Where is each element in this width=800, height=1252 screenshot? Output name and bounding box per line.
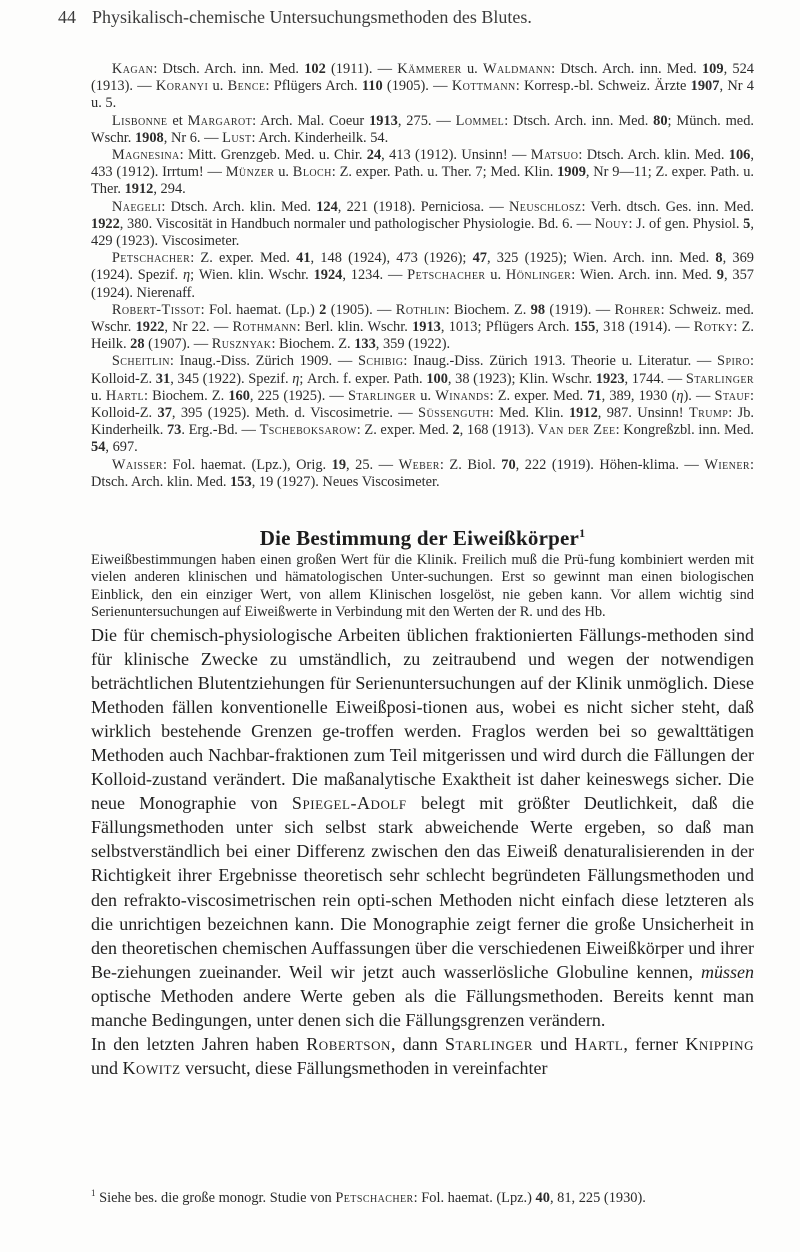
- text-run: , 433 (1912). Irrtum! —: [91, 147, 754, 181]
- text-run: u.: [274, 164, 293, 181]
- text-run: , ferner: [623, 1033, 686, 1054]
- volume-number: 54: [91, 439, 106, 456]
- author-name: Starlinger: [685, 370, 755, 387]
- volume-number: 1924: [313, 267, 343, 284]
- author-name: Petschacher: [407, 267, 486, 284]
- text-run: : Inaug.-Diss. Zürich 1913. Theorie u. Literatur. —: [403, 353, 718, 370]
- text-run: , Nr 22. —: [164, 319, 233, 336]
- text-run: , 25. —: [346, 456, 399, 473]
- author-name: Kagan: [111, 61, 154, 77]
- volume-number: 24: [366, 147, 382, 164]
- text-run: , 357 (1924). Nierenaff.: [91, 267, 754, 301]
- author-name: Lisbonne: [111, 112, 168, 129]
- text-run: , 318 (1914). —: [595, 319, 694, 336]
- volume-number: 37: [157, 405, 172, 422]
- text-run: , 389, 1930 (: [601, 387, 677, 404]
- text-run: versucht, diese Fällungsmethoden in vereinfachter: [180, 1057, 548, 1078]
- volume-number: 73: [166, 422, 182, 439]
- author-name: Starlinger: [444, 1033, 533, 1054]
- text-run: ). —: [683, 387, 715, 404]
- volume-number: 124: [316, 198, 338, 215]
- author-name: Petschacher: [111, 250, 191, 267]
- author-name: Magnesina: [111, 147, 180, 164]
- text-run: , 1013; Pflügers Arch.: [440, 319, 574, 336]
- reference-entry: [91, 457, 754, 491]
- text-run: : Z. exper. Path. u. Ther. 7; Med. Klin.: [331, 164, 558, 181]
- volume-number: 40: [535, 1189, 550, 1206]
- text-run: u.: [91, 387, 106, 404]
- text-run: : Dtsch. Arch. klin. Med.: [91, 456, 754, 490]
- volume-number: 100: [426, 370, 448, 387]
- author-name: Lust: [222, 129, 252, 146]
- text-run: : Pflügers Arch.: [265, 78, 362, 95]
- author-name: Lommel: [455, 112, 505, 129]
- volume-number: 153: [230, 473, 252, 490]
- volume-number: 1912: [124, 181, 154, 198]
- italic-text: η: [292, 370, 300, 387]
- body-paragraph: [91, 623, 754, 1032]
- text-run: : Dtsch. Arch. inn. Med.: [504, 112, 654, 129]
- text-run: , Nr 9—11; Z. exper. Path. u. Ther.: [91, 164, 755, 198]
- text-run: optische Methoden andere Werte geben als die Fällungsmethoden. Bereits kennt man manche Bedingungen, unter denen sich die Fällungsgrenzen verändern.: [91, 985, 754, 1030]
- text-run: : Biochem. Z.: [143, 387, 229, 404]
- author-name: Trump: [688, 405, 729, 422]
- volume-number: 106: [728, 147, 751, 164]
- text-run: : Fol. haemat. (Lp.): [200, 301, 320, 318]
- volume-number: 109: [701, 61, 724, 77]
- text-run: , 697.: [105, 439, 138, 456]
- volume-number: 9: [716, 267, 724, 284]
- text-run: , 524 (1913). —: [91, 61, 754, 95]
- author-name: Spiegel-Adolf: [291, 793, 407, 814]
- text-run: : J. of gen. Physiol.: [628, 215, 744, 232]
- author-name: Van der Zee: [537, 422, 616, 439]
- text-run: (1905). —: [382, 78, 452, 95]
- text-run: , 148 (1924), 473 (1926);: [310, 250, 473, 267]
- text-run: , 1234. —: [342, 267, 408, 284]
- text-run: (1919). —: [545, 301, 615, 318]
- running-header: [58, 6, 758, 28]
- text-run: : Z. exper. Med.: [489, 387, 588, 404]
- author-name: Rothlin: [395, 301, 446, 318]
- footnote-text: [96, 1190, 646, 1206]
- author-name: Neuschlosz: [508, 198, 582, 215]
- author-name: Koranyi: [155, 78, 209, 95]
- author-name: Kämmerer: [397, 61, 462, 77]
- volume-number: 80: [653, 112, 668, 129]
- text-run: , 221 (1918). Perniciosa. —: [337, 198, 509, 215]
- reference-entry: [91, 147, 754, 199]
- author-name: Petschacher: [335, 1189, 414, 1206]
- text-run: , 1744. —: [624, 370, 686, 387]
- author-name: Tscheboksarow: [259, 422, 357, 439]
- author-name: Hönlinger: [505, 267, 572, 284]
- volume-number: 160: [228, 387, 250, 404]
- text-run: ; Wien. klin. Wschr.: [190, 267, 314, 284]
- volume-number: 70: [501, 456, 516, 473]
- text-run: : Berl. klin. Wschr.: [296, 319, 413, 336]
- text-run: , 222 (1919). Höhen-klima. —: [515, 456, 705, 473]
- text-run: In den letzten Jahren haben: [91, 1033, 307, 1054]
- volume-number: 28: [130, 336, 145, 353]
- intro-text: Eiweißbestimmungen haben einen großen Wert für die Klinik. Freilich muß die Prü-fung kombiniert werden mit vielen anderen klinischen und hämatologischen Unter-suchungen. Erst so gewinnt man einen biologischen Einblick, den ein einziger Wert, von allem Klinischen losgelöst, nie geben kann. Vor allem wichtig sind Serienuntersuchungen auf Eiweißwerte in Verbindung mit den Werten der R. und des Hb.: [91, 552, 754, 620]
- bibliography: [91, 61, 754, 491]
- volume-number: 133: [354, 336, 376, 353]
- author-name: Rothmann: [232, 319, 297, 336]
- author-name: Rohrer: [614, 301, 661, 318]
- volume-number: 1912: [568, 405, 598, 422]
- text-run: , 275. —: [397, 112, 456, 129]
- text-run: , 225 (1925). —: [249, 387, 348, 404]
- author-name: Rusznyak: [211, 336, 272, 353]
- volume-number: 1907: [690, 78, 720, 95]
- text-run: , 345 (1922). Spezif.: [170, 370, 293, 387]
- author-name: Süssenguth: [418, 405, 490, 422]
- text-run: : Schweiz. med. Wschr.: [91, 301, 754, 336]
- text-run: : Fol. haemat. (Lpz.): [413, 1189, 536, 1206]
- text-run: , 81, 225 (1930).: [549, 1189, 646, 1206]
- text-run: (1907). —: [144, 336, 212, 353]
- author-name: Starlinger: [347, 387, 417, 404]
- text-run: , 395 (1925). Meth. d. Viscosimetrie. —: [171, 405, 419, 422]
- author-name: Hartl: [105, 387, 144, 404]
- text-run: , 413 (1912). Unsinn! —: [381, 147, 531, 164]
- text-run: : Inaug.-Diss. Zürich 1909. —: [169, 353, 358, 370]
- text-run: : Biochem. Z.: [445, 301, 531, 318]
- text-run: und: [533, 1033, 575, 1054]
- text-run: , 359 (1922).: [375, 336, 451, 353]
- reference-entry: [91, 113, 754, 147]
- text-run: : Kolloid-Z.: [91, 353, 754, 387]
- section-title-text: Die Bestimmung der Eiweißkörper: [259, 526, 580, 550]
- author-name: Rotky: [693, 319, 734, 336]
- text-run: : Mitt. Grenzgeb. Med. u. Chir.: [179, 147, 367, 164]
- volume-number: 1923: [595, 370, 625, 387]
- author-name: Hartl: [574, 1033, 624, 1054]
- volume-number: 19: [331, 456, 347, 473]
- text-run: ; Münch. med. Wschr.: [91, 112, 754, 146]
- author-name: Robertson: [306, 1033, 391, 1054]
- text-run: (1905). —: [326, 301, 396, 318]
- author-name: Scheitlin: [111, 353, 170, 370]
- footnote-marker: 1: [579, 526, 586, 540]
- volume-number: 110: [361, 78, 383, 95]
- text-run: , Nr 4 u. 5.: [91, 78, 754, 112]
- volume-number: 1909: [557, 164, 586, 181]
- text-run: Siehe bes. die große monogr. Studie von: [95, 1189, 336, 1206]
- volume-number: 2: [319, 301, 327, 318]
- author-name: Robert-Tissot: [111, 301, 201, 318]
- author-name: Weber: [398, 456, 440, 473]
- text-run: : Jb. Kinderheilk.: [91, 405, 754, 439]
- author-name: Waisser: [111, 456, 163, 473]
- reference-entry: [91, 61, 754, 113]
- text-run: , Nr 6. —: [163, 129, 223, 146]
- author-name: Schibig: [357, 353, 404, 370]
- text-run: : Dtsch. Arch. klin. Med.: [578, 147, 729, 164]
- body-paragraph: [91, 1032, 754, 1080]
- italic-text: η: [676, 387, 684, 404]
- volume-number: 8: [715, 250, 723, 267]
- volume-number: 41: [296, 250, 311, 267]
- volume-number: 155: [573, 319, 596, 336]
- footnote-number: 1: [91, 1188, 96, 1198]
- text-run: : Dtsch. Arch. klin. Med.: [161, 198, 317, 215]
- text-run: : Z. exper. Med.: [356, 422, 453, 439]
- section-heading: [91, 520, 754, 551]
- italic-text: müssen: [701, 961, 754, 982]
- text-run: u.: [208, 78, 228, 95]
- volume-number: 31: [155, 370, 171, 387]
- text-run: , 19 (1927). Neues Viscosimeter.: [251, 473, 440, 490]
- text-run: , 168 (1913).: [459, 422, 538, 439]
- text-run: , 429 (1923). Viscosimeter.: [91, 215, 754, 250]
- text-run: , 380. Viscosität in Handbuch normaler und pathologischer Physiologie. Bd. 6. —: [119, 215, 595, 232]
- text-run: : Fol. haemat. (Lpz.), Orig.: [162, 456, 332, 473]
- author-name: Kowitz: [122, 1057, 181, 1078]
- text-run: , 987. Unsinn!: [597, 405, 689, 422]
- volume-number: 98: [530, 301, 546, 318]
- text-run: , 369 (1924). Spezif.: [91, 250, 754, 284]
- volume-number: 1913: [412, 319, 441, 336]
- author-name: Matsuo: [530, 147, 579, 164]
- text-run: : Biochem. Z.: [271, 336, 355, 353]
- footnote: [91, 1185, 754, 1207]
- text-run: und: [91, 1057, 123, 1078]
- volume-number: 1908: [134, 129, 164, 146]
- reference-entry: [91, 199, 754, 251]
- author-name: Münzer: [225, 164, 275, 181]
- page-number: 44: [58, 7, 76, 27]
- intro-paragraph: [91, 552, 754, 621]
- volume-number: 5: [743, 215, 751, 232]
- italic-text: η: [182, 267, 191, 284]
- text-run: u.: [416, 387, 436, 404]
- text-run: , 294.: [153, 181, 186, 198]
- author-name: Margarot: [187, 112, 253, 129]
- text-run: et: [167, 112, 188, 129]
- volume-number: 71: [587, 387, 602, 404]
- running-title: Physikalisch-chemische Untersuchungsmethoden des Blutes.: [92, 7, 532, 27]
- text-run: : Arch. Kinderheilk. 54.: [251, 129, 389, 146]
- text-run: : Verh. dtsch. Ges. inn. Med.: [581, 198, 754, 215]
- text-run: , dann: [390, 1033, 445, 1054]
- volume-number: 1922: [91, 215, 120, 232]
- text-run: u.: [485, 267, 506, 284]
- text-run: . Erg.-Bd. —: [181, 422, 260, 439]
- volume-number: 47: [472, 250, 487, 267]
- author-name: Winands: [435, 387, 490, 404]
- text-run: u.: [461, 61, 483, 77]
- volume-number: 102: [304, 61, 326, 77]
- author-name: Nouy: [594, 215, 629, 232]
- text-run: : Z. Biol.: [439, 456, 502, 473]
- text-run: ; Arch. f. exper. Path.: [299, 370, 427, 387]
- author-name: Knipping: [685, 1033, 754, 1054]
- author-name: Stauf: [714, 387, 750, 404]
- body-text: [91, 623, 754, 1080]
- reference-entry: [91, 302, 754, 354]
- author-name: Naegeli: [111, 198, 162, 215]
- text-run: : Kolloid-Z.: [91, 387, 754, 422]
- text-run: (1911). —: [325, 61, 398, 77]
- text-run: : Dtsch. Arch. inn. Med.: [153, 61, 305, 77]
- text-run: : Z. Heilk.: [91, 319, 754, 353]
- text-run: Die für chemisch-physiologische Arbeiten üblichen fraktionierten Fällungs-methoden sind für klinische Zwecke zu umständlich, zu zeitraubend und wegen der notwendigen beträchtlichen Blutentziehungen für Serienuntersuchungen auf der Klinik unmöglich. Diese Methoden fällen konventionelle Eiweißposi-tionen aus, wobei es nicht sicher steht, daß wirklich bestehende Grenzen ge-troffen werden. Fraglos werden bei so gewalttätigen Methoden auch Nachbar-fraktionen zum Teil mitgerissen und wird durch die Fällungen der Kolloid-zustand verändert. Die maßanalytische Exaktheit ist daher keineswegs sicher. Die neue Monographie von: [91, 625, 754, 814]
- author-name: Bence: [227, 78, 266, 95]
- text-run: , 325 (1925); Wien. Arch. inn. Med.: [487, 250, 716, 267]
- author-name: Bloch: [292, 164, 332, 181]
- text-run: : Wien. Arch. inn. Med.: [571, 267, 717, 284]
- volume-number: 1922: [135, 319, 165, 336]
- volume-number: 1913: [369, 112, 398, 129]
- text-run: , 38 (1923); Klin. Wschr.: [447, 370, 596, 387]
- author-name: Kottmann: [451, 78, 516, 95]
- text-run: : Med. Klin.: [489, 405, 569, 422]
- text-run: : Arch. Mal. Coeur: [252, 112, 370, 129]
- author-name: Wiener: [704, 456, 750, 473]
- text-run: belegt mit größter Deutlichkeit, daß die Fällungsmethoden unter sich selbst stark abweichende Werte ergeben, so daß man selbstverständlich bei einer Differenz zwischen den das Eiweiß denaturalisierenden in der Richtigkeit ihrer Ergebnisse theoretisch sehr schlecht begründeten Fällungsmethoden und den refrakto-viscosimetrischen rein opti-schen Methoden nicht einfach diese letzteren als die unrichtigen bezeichnen kann. Die Monographie zeigt ferner die große Unsicherheit in den theoretischen chemischen Auffassungen über die verschiedenen Eiweißkörper und ihrer Be-ziehungen zueinander. Weil wir jetzt auch wasserlösliche Globuline kennen,: [91, 793, 754, 982]
- text-run: : Dtsch. Arch. inn. Med.: [551, 61, 702, 77]
- text-run: : Kongreßzbl. inn. Med.: [615, 422, 754, 439]
- text-run: : Korresp.-bl. Schweiz. Ärzte: [515, 78, 691, 95]
- author-name: Spiro: [717, 353, 750, 370]
- reference-entry: [91, 250, 754, 302]
- author-name: Waldmann: [482, 61, 552, 77]
- volume-number: 2: [452, 422, 460, 439]
- reference-entry: [91, 353, 754, 456]
- text-run: : Z. exper. Med.: [190, 250, 297, 267]
